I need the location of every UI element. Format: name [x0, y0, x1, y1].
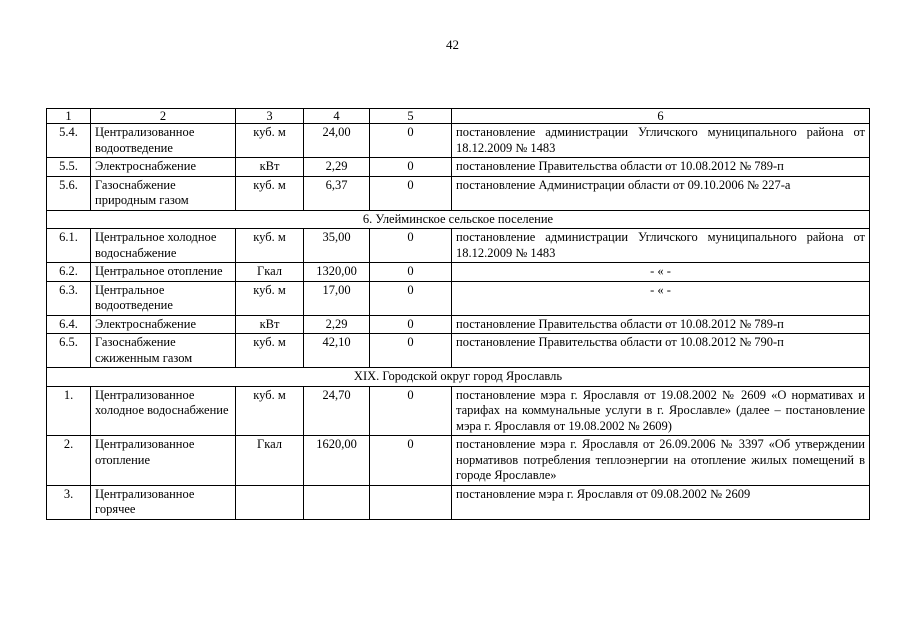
header-cell: 5: [370, 109, 452, 124]
header-cell: 6: [452, 109, 870, 124]
column-5-value: 0: [370, 436, 452, 486]
unit-cell: Гкал: [236, 263, 304, 282]
unit-cell: [236, 485, 304, 519]
table-row: [47, 436, 870, 486]
table-body: [47, 109, 870, 520]
column-5-value: 0: [370, 334, 452, 368]
unit-cell: Гкал: [236, 436, 304, 486]
legal-basis: постановление администрации Угличского муниципального района от 18.12.2009 № 1483: [452, 229, 870, 263]
table-row: [47, 485, 870, 519]
service-name: Газоснабжение сжиженным газом: [91, 334, 236, 368]
unit-cell: куб. м: [236, 386, 304, 436]
table-row: [47, 386, 870, 436]
unit-cell: кВт: [236, 158, 304, 177]
norm-value: 24,70: [304, 386, 370, 436]
service-name: Электроснабжение: [91, 315, 236, 334]
legal-basis: постановление Правительства области от 10.08.2012 № 789-п: [452, 158, 870, 177]
row-number: 6.3.: [47, 281, 91, 315]
unit-cell: куб. м: [236, 281, 304, 315]
row-number: 3.: [47, 485, 91, 519]
legal-basis: постановление мэра г. Ярославля от 26.09.2006 № 3397 «Об утверждении нормативов потребления теплоэнергии на отопление жилых помещений в городе Ярославле»: [452, 436, 870, 486]
row-number: 5.5.: [47, 158, 91, 177]
norm-value: 17,00: [304, 281, 370, 315]
legal-basis: постановление Администрации области от 09.10.2006 № 227-а: [452, 176, 870, 210]
legal-basis: - « -: [452, 263, 870, 282]
column-5-value: [370, 485, 452, 519]
unit-cell: куб. м: [236, 334, 304, 368]
norm-value: 1620,00: [304, 436, 370, 486]
unit-cell: куб. м: [236, 124, 304, 158]
header-cell: 4: [304, 109, 370, 124]
row-number: 6.1.: [47, 229, 91, 263]
norm-value: 35,00: [304, 229, 370, 263]
row-number: 2.: [47, 436, 91, 486]
column-5-value: 0: [370, 281, 452, 315]
table-row: [47, 334, 870, 368]
norm-value: [304, 485, 370, 519]
row-number: 6.5.: [47, 334, 91, 368]
service-name: Газоснабжение природным газом: [91, 176, 236, 210]
legal-basis: постановление Правительства области от 10.08.2012 № 789-п: [452, 315, 870, 334]
column-5-value: 0: [370, 229, 452, 263]
unit-cell: куб. м: [236, 229, 304, 263]
unit-cell: кВт: [236, 315, 304, 334]
table-row: [47, 315, 870, 334]
header-cell: 2: [91, 109, 236, 124]
table-row: [47, 281, 870, 315]
page-number: 42: [446, 37, 459, 52]
section-title: XIX. Городской округ город Ярославль: [47, 368, 870, 387]
service-name: Центральное водоотведение: [91, 281, 236, 315]
norm-value: 42,10: [304, 334, 370, 368]
header-row: [47, 109, 870, 124]
legal-basis: - « -: [452, 281, 870, 315]
unit-cell: куб. м: [236, 176, 304, 210]
legal-basis: постановление администрации Угличского муниципального района от 18.12.2009 № 1483: [452, 124, 870, 158]
row-number: 6.4.: [47, 315, 91, 334]
service-name: Электроснабжение: [91, 158, 236, 177]
service-name: Центральное холодное водоснабжение: [91, 229, 236, 263]
column-5-value: 0: [370, 386, 452, 436]
norm-value: 2,29: [304, 158, 370, 177]
norm-value: 24,00: [304, 124, 370, 158]
column-5-value: 0: [370, 158, 452, 177]
table-row: [47, 158, 870, 177]
service-name: Централизованное холодное водоснабжение: [91, 386, 236, 436]
section-title: 6. Улейминское сельское поселение: [47, 210, 870, 229]
row-number: 5.4.: [47, 124, 91, 158]
header-cell: 1: [47, 109, 91, 124]
legal-basis: постановление мэра г. Ярославля от 09.08.2002 № 2609: [452, 485, 870, 519]
table-row: [47, 229, 870, 263]
table-row: [47, 124, 870, 158]
legal-basis: постановление мэра г. Ярославля от 19.08.2002 № 2609 «О нормативах и тарифах на коммунальные услуги в г. Ярославле» (далее – постановление мэра г. Ярославля от 19.08.2002 № 2609): [452, 386, 870, 436]
row-number: 5.6.: [47, 176, 91, 210]
norm-value: 2,29: [304, 315, 370, 334]
service-name: Централизованное отопление: [91, 436, 236, 486]
column-5-value: 0: [370, 315, 452, 334]
legal-basis: постановление Правительства области от 10.08.2012 № 790-п: [452, 334, 870, 368]
table-row: [47, 176, 870, 210]
norm-value: 6,37: [304, 176, 370, 210]
column-5-value: 0: [370, 124, 452, 158]
row-number: 6.2.: [47, 263, 91, 282]
norms-table: [46, 108, 870, 520]
header-cell: 3: [236, 109, 304, 124]
row-number: 1.: [47, 386, 91, 436]
service-name: Центральное отопление: [91, 263, 236, 282]
table-row: [47, 263, 870, 282]
service-name: Централизованное водоотведение: [91, 124, 236, 158]
column-5-value: 0: [370, 263, 452, 282]
norm-value: 1320,00: [304, 263, 370, 282]
column-5-value: 0: [370, 176, 452, 210]
section-row: [47, 368, 870, 387]
section-row: [47, 210, 870, 229]
service-name: Централизованное горячее: [91, 485, 236, 519]
